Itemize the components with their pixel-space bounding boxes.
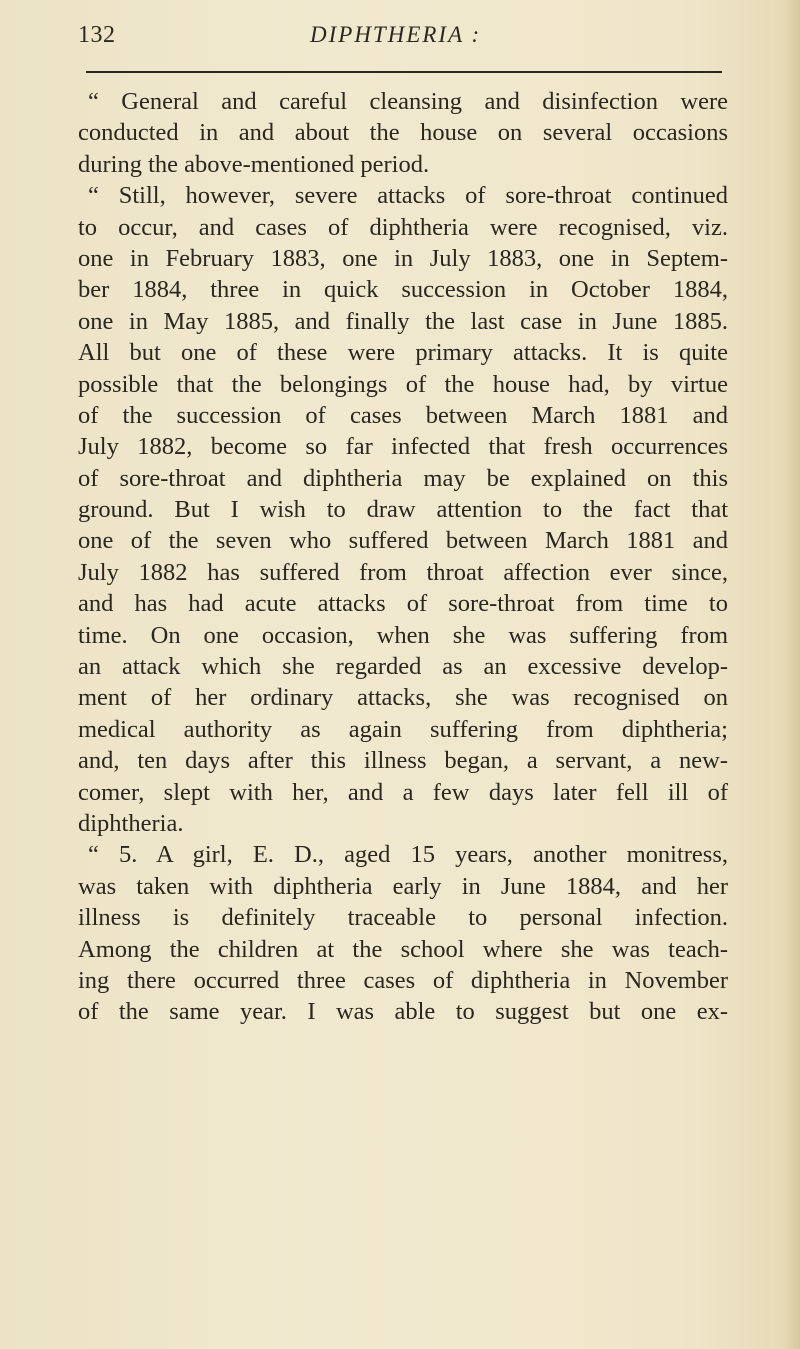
text-line: ment of her ordinary attacks, she was recognised on	[78, 684, 728, 712]
text-line: one in May 1885, and finally the last case in June 1885.	[78, 307, 728, 335]
text-line: and, ten days after this illness began, a servant, a new-	[78, 747, 728, 775]
text-line: ground. But I wish to draw attention to the fact that	[78, 496, 728, 524]
text-line: one in February 1883, one in July 1883, one in Septem-	[78, 244, 728, 272]
text-line: conducted in and about the house on several occasions	[78, 119, 728, 147]
page-number: 132	[78, 22, 116, 48]
text-line: illness is definitely traceable to personal infection.	[78, 904, 728, 932]
header-rule	[86, 71, 722, 73]
text-line: to occur, and cases of diphtheria were recognised, viz.	[78, 213, 728, 241]
text-line: “ Still, however, severe attacks of sore-throat continued	[88, 182, 728, 210]
text-line: of the succession of cases between March 1881 and	[78, 401, 728, 429]
page-header	[78, 22, 728, 56]
text-line: an attack which she regarded as an excessive develop-	[78, 653, 728, 681]
text-line: time. On one occasion, when she was suffering from	[78, 621, 728, 649]
text-line: one of the seven who suffered between March 1881 and	[78, 527, 728, 555]
text-line: ber 1884, three in quick succession in October 1884,	[78, 276, 728, 304]
text-line: of sore-throat and diphtheria may be explained on this	[78, 464, 728, 492]
text-line: All but one of these were primary attacks. It is quite	[78, 339, 728, 367]
text-line: “ 5. A girl, E. D., aged 15 years, another monitress,	[88, 841, 728, 869]
text-line: ing there occurred three cases of diphtheria in November	[78, 966, 728, 994]
text-line: comer, slept with her, and a few days later fell ill of	[78, 778, 728, 806]
page-edge-shadow	[782, 0, 800, 1349]
text-line: Among the children at the school where she was teach-	[78, 935, 728, 963]
text-line: medical authority as again suffering from diphtheria;	[78, 715, 728, 743]
text-line: possible that the belongings of the house had, by virtue	[78, 370, 728, 398]
body-text	[78, 86, 728, 1028]
text-line: July 1882 has suffered from throat affection ever since,	[78, 558, 728, 586]
text-line: of the same year. I was able to suggest but one ex-	[78, 998, 728, 1026]
text-line: and has had acute attacks of sore-throat from time to	[78, 590, 728, 618]
text-line: during the above-mentioned period.	[78, 150, 430, 178]
text-line: diphtheria.	[78, 809, 184, 837]
text-line: “ General and careful cleansing and disinfection were	[88, 88, 728, 115]
running-title: DIPHTHERIA :	[310, 22, 482, 47]
text-line: was taken with diphtheria early in June 1884, and her	[78, 872, 728, 900]
text-line: July 1882, become so far infected that fresh occurrences	[78, 433, 728, 461]
